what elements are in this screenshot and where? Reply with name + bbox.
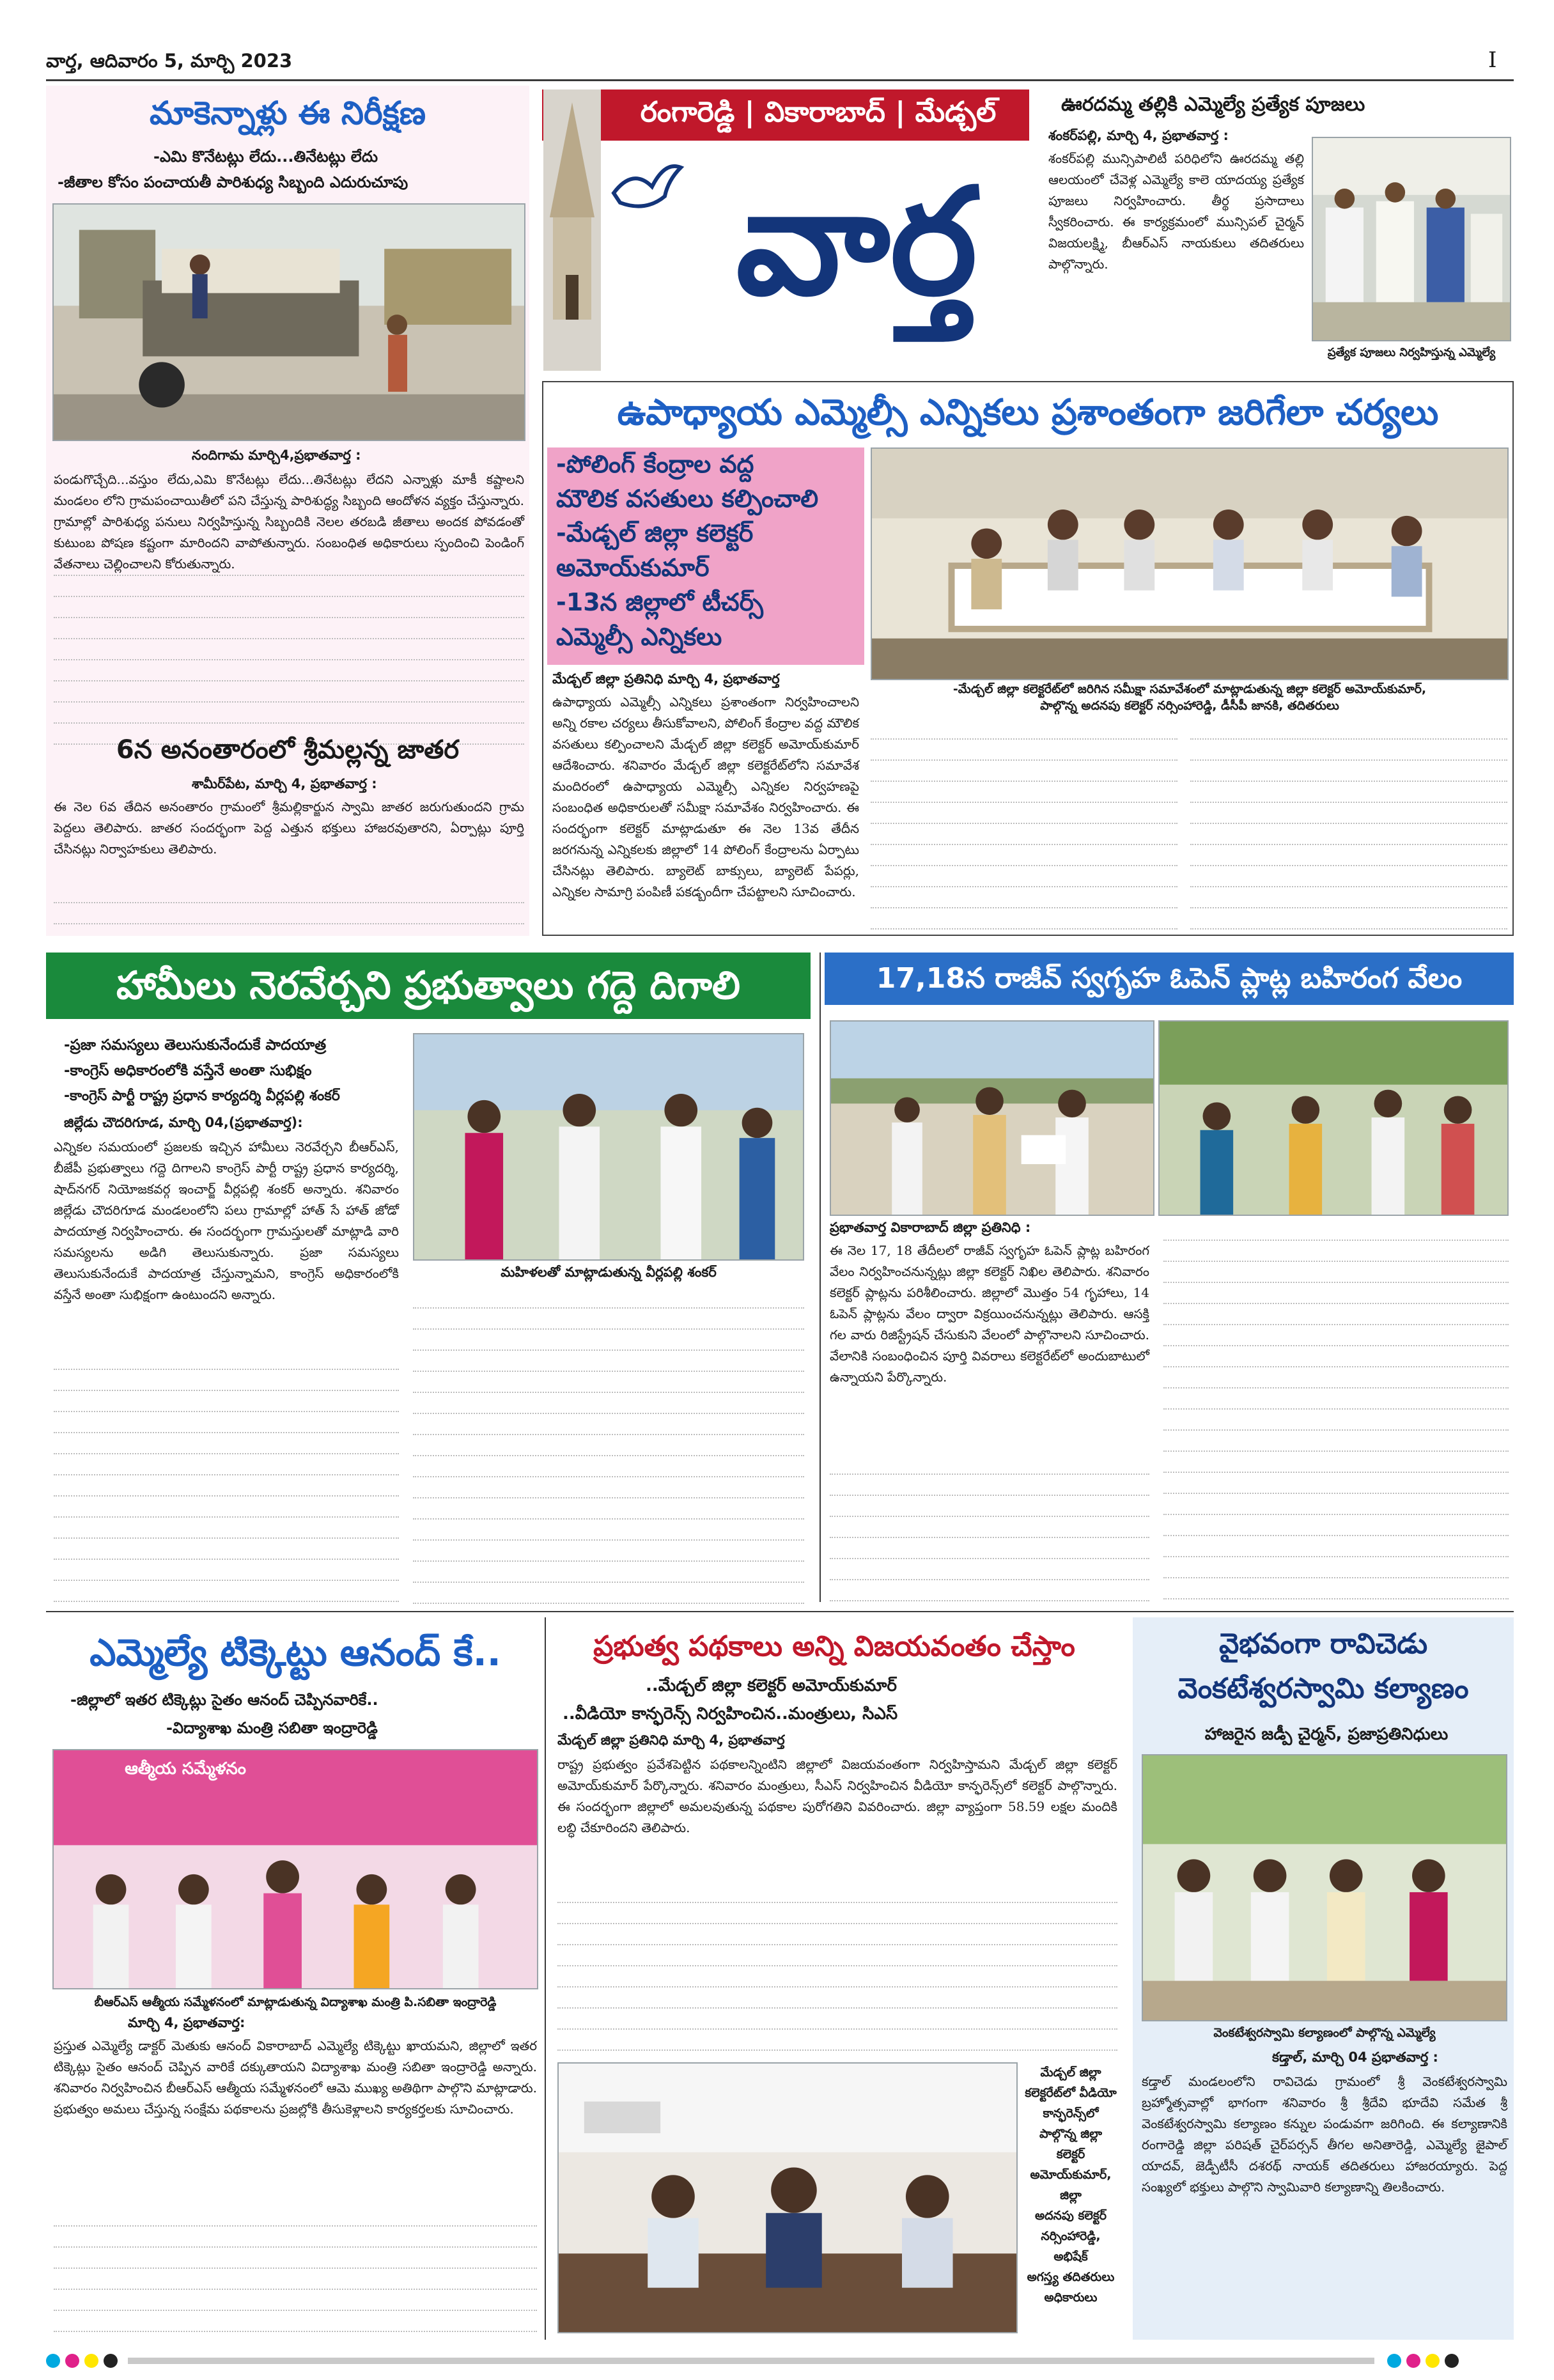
article-5-caption: మహిళలతో మాట్లాడుతున్న వీర్లపల్లి శంకర్ xyxy=(501,1264,717,1280)
article-2-body-continued xyxy=(54,882,524,924)
article-1-body-continued xyxy=(54,555,524,747)
registration-dot-black xyxy=(104,2354,118,2368)
article-7-body: ప్రస్తుత ఎమ్మెల్యే డాక్టర్ మెతుకు ఆనంద్ వికారాబాద్ ఎమ్మెల్యే టిక్కెట్టు ఖాయమని, జిల్లాలో ఇతర టిక్కెట్లు సైతం ఆనంద్ చెప్పిన వారికే దక్కుతాయని విద్యాశాఖ మంత్రి సబితా ఇంద్రారెడ్డి అన్నారు. శనివారం నిర్వహించిన బీఆర్ఎస్ ఆత్మీయ సమ్మేళనంలో ఆమె ముఖ్య అతిథిగా పాల్గొని మాట్లాడారు. ప్రభుత్వం అమలు చేస్తున్న సంక్షేమ పథకాలను ప్రజల్లోకి తీసుకెళ్లాలని కార్యకర్తలకు సూచించారు. xyxy=(54,2038,537,2117)
temple-icon xyxy=(543,89,601,371)
mid-rule xyxy=(46,1611,1514,1612)
article-5-dateline: జిల్లేడు చౌదరిగూడ, మార్చి 04,(ప్రభాతవార్త): xyxy=(64,1115,303,1130)
registration-dot-yellow xyxy=(84,2354,98,2368)
article-8-caption-line: మేడ్చల్ జిల్లా xyxy=(1040,2065,1101,2080)
article-5-sub-1: -ప్రజా సమస్యలు తెలుసుకునేందుకే పాదయాత్ర xyxy=(64,1037,327,1054)
col-divider-mid xyxy=(820,953,821,1602)
article-2-headline: 6న అనంతారంలో శ్రీమల్లన్న జాతర xyxy=(116,735,460,765)
article-6-photo-1 xyxy=(830,1020,1154,1216)
footer-bar xyxy=(128,2358,1374,2364)
article-7-sub-2: -విద్యాశాఖ మంత్రి సబితా ఇంద్రారెడ్డి xyxy=(166,1719,378,1737)
article-7-body-continued xyxy=(54,2205,537,2332)
article-7-sub-1: -జిల్లాలో ఇతర టిక్కెట్లు సైతం ఆనంద్ చెప్పినవారికే.. xyxy=(70,1691,378,1709)
article-5-col-1-continued xyxy=(54,1349,399,1602)
article-4-highlight-2: మౌలిక వసతులు కల్పించాలి xyxy=(556,485,819,513)
article-1-dateline: నందిగామ మార్చి4,ప్రభాతవార్త : xyxy=(192,447,361,463)
registration-dot-magenta-right xyxy=(1406,2354,1420,2368)
article-7-banner-text: ఆత్మీయ సమ్మేళనం xyxy=(125,1759,246,1778)
article-2-dateline: శామీర్‌పేట, మార్చి 4, ప్రభాతవార్త : xyxy=(192,776,377,791)
article-8-body-continued xyxy=(557,1882,1117,2052)
article-5-body: ఎన్నికల సమయంలో ప్రజలకు ఇచ్చిన హామీలు నెరవేర్చని బీఆర్ఎస్, బీజేపీ ప్రభుత్వాలు గద్దె దిగాలని కాంగ్రెస్ పార్టీ రాష్ట్ర ప్రధాన కార్యదర్శి, షాద్‌నగర్ నియోజకవర్గ ఇంచార్జ్ వీర్లపల్లి శంకర్ అన్నారు. శనివారం జిల్లేడు చౌదరిగూడ మండలంలోని పలు గ్రామాల్లో హాత్ సే హాత్ జోడో పాదయాత్ర నిర్వహించారు. ఈ సందర్భంగా గ్రామస్తులతో మాట్లాడి వారి సమస్యలను అడిగి తెలుసుకున్నారు. ప్రజా సమస్యలు తెలుసుకునేందుకే పాదయాత్ర చేస్తున్నామని, కాంగ్రెస్ అధికారంలోకి వస్తేనే అంతా సుభిక్షంగా ఉంటుందని అన్నారు. xyxy=(54,1139,399,1302)
article-4-headline: ఉపాధ్యాయ ఎమ్మెల్సీ ఎన్నికలు ప్రశాంతంగా జరిగేలా చర్యలు xyxy=(617,392,1439,433)
article-8-caption-line: కాన్ఫరెన్స్‌లో xyxy=(1043,2106,1099,2120)
article-8-caption-line: అదనపు కలెక్టర్ xyxy=(1034,2209,1107,2223)
article-5-col-2 xyxy=(413,1287,804,1602)
article-8-caption-line: అమోయ్‌కుమార్, xyxy=(1030,2168,1112,2182)
article-5-sub-3: -కాంగ్రెస్ పార్టీ రాష్ట్ర ప్రధాన కార్యదర్శి వీర్లపల్లి శంకర్ xyxy=(64,1088,340,1104)
article-3-body: శంకర్‌పల్లి మున్సిపాలిటీ పరిధిలోని ఊరదమ్మ తల్లి ఆలయంలో చేవెళ్ల ఎమ్మెల్యే కాలె యాదయ్య ప్రత్యేక పూజలు నిర్వహించారు. తీర్థ ప్రసాదాలు స్వీకరించారు. ఈ కార్యక్రమంలో మున్సిపల్ చైర్మన్ విజయలక్ష్మి, బీఆర్ఎస్ నాయకులు తదితరులు పాల్గొన్నారు. xyxy=(1048,151,1304,272)
article-4-highlight-4: అమోయ్‌కుమార్ xyxy=(556,554,710,582)
article-8-caption-line: అభిషేక్ xyxy=(1053,2250,1088,2264)
registration-dot-yellow-right xyxy=(1426,2354,1440,2368)
article-8-body: రాష్ట్ర ప్రభుత్వం ప్రవేశపెట్టిన పథకాలన్నింటిని జిల్లాలో విజయవంతంగా నిర్వహిస్తామని మేడ్చల్ జిల్లా కలెక్టర్ అమోయ్‌కుమార్ పేర్కొన్నారు. శనివారం మంత్రులు, సీఎస్ నిర్వహించిన వీడియో కాన్ఫరెన్స్‌లో కలెక్టర్ పాల్గొన్నారు. ఈ సందర్భంగా జిల్లాలో అమలవుతున్న పథకాల పురోగతిని వివరించారు. జిల్లా వ్యాప్తంగా 58.59 లక్షల మందికి లబ్ధి చేకూరిందని తెలిపారు. xyxy=(557,1757,1117,1835)
article-8-sub-2: ..వీడియో కాన్ఫరెన్స్ నిర్వహించిన..మంత్రులు, సిఎస్ xyxy=(563,1704,898,1723)
article-3-dateline: శంకర్‌పల్లి, మార్చి 4, ప్రభాతవార్త : xyxy=(1048,128,1229,143)
article-8-dateline: మేడ్చల్ జిల్లా ప్రతినిధి మార్చి 4, ప్రభాతవార్త xyxy=(557,1732,785,1748)
article-3-headline: ఊరదమ్మ తల్లికి ఎమ్మెల్యే ప్రత్యేక పూజలు xyxy=(1061,93,1365,116)
article-7-photo xyxy=(52,1749,538,1989)
article-7-dateline: మార్చి 4, ప్రభాతవార్త: xyxy=(128,2015,245,2030)
article-9-caption: వెంకటేశ్వరస్వామి కల్యాణంలో పాల్గొన్న ఎమ్మెల్యే xyxy=(1213,2026,1436,2040)
article-8-caption-line: నర్సింహారెడ్డి, xyxy=(1041,2229,1101,2243)
article-6-headline: 17,18న రాజీవ్ స్వగృహ ఓపెన్ ప్లాట్ల బహిరంగ వేలం xyxy=(876,962,1463,995)
article-9-headline-2: వెంకటేశ్వరస్వామి కల్యాణం xyxy=(1177,1672,1469,1705)
article-8-caption-line: అధికారులు xyxy=(1044,2291,1098,2305)
article-5-headline: హామీలు నెరవేర్చని ప్రభుత్వాలు గద్దె దిగాలి xyxy=(116,963,741,1008)
article-9-headline-1: వైభవంగా రావిచెడు xyxy=(1218,1628,1428,1660)
article-3-photo xyxy=(1312,137,1511,341)
article-8-caption-line: కలెక్టరేట్‌లో వీడియో xyxy=(1025,2086,1117,2100)
article-4-caption-1: -మేడ్చల్ జిల్లా కలెక్టరేట్‌లో జరిగిన సమీక్షా సమావేశంలో మాట్లాడుతున్న జిల్లా కలెక్టర్ అమోయ్‌కుమార్, xyxy=(952,682,1427,696)
article-9-photo xyxy=(1142,1754,1507,2021)
registration-dot-cyan-right xyxy=(1387,2354,1401,2368)
article-4-caption-2: పాల్గొన్న అదనపు కలెక్టర్ నర్సింహారెడ్డి, డీసీపీ జానకి, తదితరులు xyxy=(1040,699,1339,713)
article-9-sub: హాజరైన జడ్పీ చైర్మన్, ప్రజాప్రతినిధులు xyxy=(1204,1725,1449,1744)
article-3-caption: ప్రత్యేక పూజలు నిర్వహిస్తున్న ఎమ్మెల్యే xyxy=(1327,346,1496,359)
article-1-headline: మాకెన్నాళ్లు ఈ నిరీక్షణ xyxy=(149,95,426,132)
article-8-headline: ప్రభుత్వ పథకాలు అన్ని విజయవంతం చేస్తాం xyxy=(593,1630,1075,1663)
article-4-col-2 xyxy=(871,719,1177,929)
article-4-dateline: మేడ్చల్ జిల్లా ప్రతినిధి మార్చి 4, ప్రభాతవార్త xyxy=(552,671,780,687)
article-6-body: ఈ నెల 17, 18 తేదీలలో రాజీవ్ స్వగృహ ఓపెన్ ప్లాట్ల బహిరంగ వేలం నిర్వహించనున్నట్లు జిల్లా కలెక్టర్ నిఖిల తెలిపారు. శనివారం కలెక్టర్ ప్లాట్లను పరిశీలించారు. జిల్లాలో మొత్తం 54 గృహాలు, 14 ఓపెన్ ప్లాట్లను వేలం ద్వారా విక్రయించనున్నట్లు తెలిపారు. ఆసక్తి గల వారు రిజిస్ట్రేషన్ చేసుకుని వేలంలో పాల్గొనాలని సూచించారు. వేలానికి సంబంధించిన పూర్తి వివరాలు కలెక్టరేట్‌లో అందుబాటులో ఉన్నాయని పేర్కొన్నారు. xyxy=(830,1243,1149,1385)
article-4-highlight-6: ఎమ్మెల్సీ ఎన్నికలు xyxy=(556,623,722,651)
article-4-col-3 xyxy=(1190,719,1507,929)
article-4-highlight-1: -పోలింగ్ కేంద్రాల వద్ద xyxy=(556,450,754,478)
article-7-headline: ఎమ్మెల్యే టిక్కెట్టు ఆనంద్ కే.. xyxy=(89,1631,501,1674)
article-6-col-2 xyxy=(1163,1220,1509,1602)
article-4-photo xyxy=(871,447,1509,680)
dove-icon xyxy=(607,148,684,225)
article-6-dateline: ప్రభాతవార్త వికారాబాద్ జిల్లా ప్రతినిధి : xyxy=(830,1220,1031,1235)
article-9-dateline: కడ్తాల్, మార్చి 04 ప్రభాతవార్త : xyxy=(1272,2049,1438,2065)
article-8-caption-box xyxy=(1023,2062,1119,2333)
article-1-body: పండుగొచ్చేది...వస్తుం లేదు,ఎమి కొనేటట్లు లేదు...తినేటట్లు లేదని ఎన్నాళ్లు మాకీ కష్టాలని మండలం లోని గ్రామపంచాయితీలో పని చేస్తున్న పారిశుద్ధ్య సిబ్బంది ఆందోళన వ్యక్తం చేస్తున్నారు. గ్రామాల్లో పారిశుధ్య పనులు నిర్వహిస్తున్న సిబ్బందికి నెలల తరబడి జీతాలు అందక పోవడంతో కుటుంబ పోషణ కష్టంగా మారిందని వాపోతున్నారు. సంబంధిత అధికారులు స్పందించి పెండింగ్ వేతనాలు చెల్లించాలని కోరుతున్నారు. xyxy=(54,472,524,572)
article-4-body: ఉపాధ్యాయ ఎమ్మెల్సీ ఎన్నికలు ప్రశాంతంగా నిర్వహించాలని అన్ని రకాల చర్యలు తీసుకోవాలని, పోలింగ్ కేంద్రాల వద్ద మౌలిక వసతులు కల్పించాలని మేడ్చల్ జిల్లా కలెక్టర్ అమోయ్‌కుమార్ ఆదేశించారు. శనివారం మేడ్చల్ జిల్లా కలెక్టరేట్‌లోని సమావేశ మందిరంలో ఉపాధ్యాయ ఎమ్మెల్సీ ఎన్నికల నిర్వహణపై సంబంధిత అధికారులతో సమీక్షా సమావేశం నిర్వహించారు. ఈ సందర్భంగా కలెక్టర్ మాట్లాడుతూ ఈ నెల 13వ తేదీన జరగనున్న ఎన్నికలకు జిల్లాలో 14 పోలింగ్ కేంద్రాలను ఏర్పాటు చేసినట్లు తెలిపారు. బ్యాలెట్ బాక్సులు, బ్యాలెట్ పేపర్లు, ఎన్నికల సామాగ్రి పంపిణీ పకడ్బందీగా చేపట్టాలని సూచించారు. xyxy=(552,694,859,899)
folio-line: వార్త, ఆదివారం 5, మార్చి 2023 xyxy=(46,50,293,72)
article-7-caption: బీఆర్ఎస్ ఆత్మీయ సమ్మేళనంలో మాట్లాడుతున్న విద్యాశాఖ మంత్రి పి.సబితా ఇంద్రారెడ్డి xyxy=(94,1995,497,2009)
article-6-photo-2 xyxy=(1158,1020,1509,1216)
article-8-caption-line: పాల్గొన్న జిల్లా xyxy=(1039,2127,1103,2141)
registration-dot-magenta xyxy=(65,2354,79,2368)
col-divider-bottom-1 xyxy=(545,1617,546,2340)
page-number: I xyxy=(1488,47,1497,73)
article-8-sub-1: ..మేడ్చల్ జిల్లా కలెక్టర్ అమోయ్‌కుమార్ xyxy=(646,1676,897,1695)
article-2-body: ఈ నెల 6వ తేదిన అనంతారం గ్రామంలో శ్రీమల్లికార్జున స్వామి జాతర జరుగుతుందని గ్రామ పెద్దలు తెలిపారు. జాతర సందర్భంగా పెద్ద ఎత్తున భక్తులు హాజరవుతారని, ఏర్పాట్లు పూర్తి చేసినట్లు నిర్వాహకులు తెలిపారు. xyxy=(54,799,524,857)
article-1-sub-1: -ఎమి కొనేటట్లు లేదు...తినేటట్లు లేదు xyxy=(153,148,378,166)
article-4-highlight-3: -మేడ్చల్ జిల్లా కలెక్టర్ xyxy=(556,519,754,547)
article-9-body: కడ్తాల్ మండలంలోని రావిచెడు గ్రామంలో శ్రీ వెంకటేశ్వరస్వామి బ్రహ్మోత్సవాల్లో భాగంగా శనివారం శ్రీ శ్రీదేవి భూదేవి సమేత శ్రీ వెంకటేశ్వరస్వామి కల్యాణం కన్నుల పండువగా జరిగింది. ఈ కల్యాణానికి రంగారెడ్డి జిల్లా పరిషత్ చైర్‌పర్సన్ తీగల అనితారెడ్డి, ఎమ్మెల్యే జైపాల్ యాదవ్, జెడ్పీటీసీ దశరథ్ నాయక్ తదితరులు హాజరయ్యారు. పెద్ద సంఖ్యలో భక్తులు పాల్గొని స్వామివారి కల్యాణాన్ని తిలకించారు. xyxy=(1142,2074,1507,2195)
article-5-sub-2: -కాంగ్రెస్ అధికారంలోకి వస్తేనే అంతా సుభిక్షం xyxy=(64,1062,312,1079)
article-6-col-1-continued xyxy=(830,1454,1149,1602)
registration-dot-cyan xyxy=(46,2354,60,2368)
masthead-logo: వార్త xyxy=(736,157,977,328)
article-5-photo xyxy=(413,1033,804,1261)
registration-dot-black-right xyxy=(1445,2354,1459,2368)
district-strip: రంగారెడ్డి | వికారాబాద్ | మేడ్చల్ xyxy=(640,96,997,128)
article-8-caption-line: జిల్లా xyxy=(1060,2188,1082,2202)
article-8-caption-line: అగస్త్య తదితరులు xyxy=(1027,2270,1115,2284)
article-8-caption-line: కలెక్టర్ xyxy=(1056,2147,1085,2161)
article-1-photo xyxy=(52,203,525,441)
article-4-highlight-5: -13న జిల్లాలో టీచర్స్ xyxy=(556,588,763,616)
article-1-sub-2: -జీతాల కోసం పంచాయతీ పారిశుధ్య సిబ్బంది ఎదురుచూపు xyxy=(58,173,408,191)
top-rule xyxy=(46,79,1514,81)
article-8-photo xyxy=(557,2062,1018,2333)
